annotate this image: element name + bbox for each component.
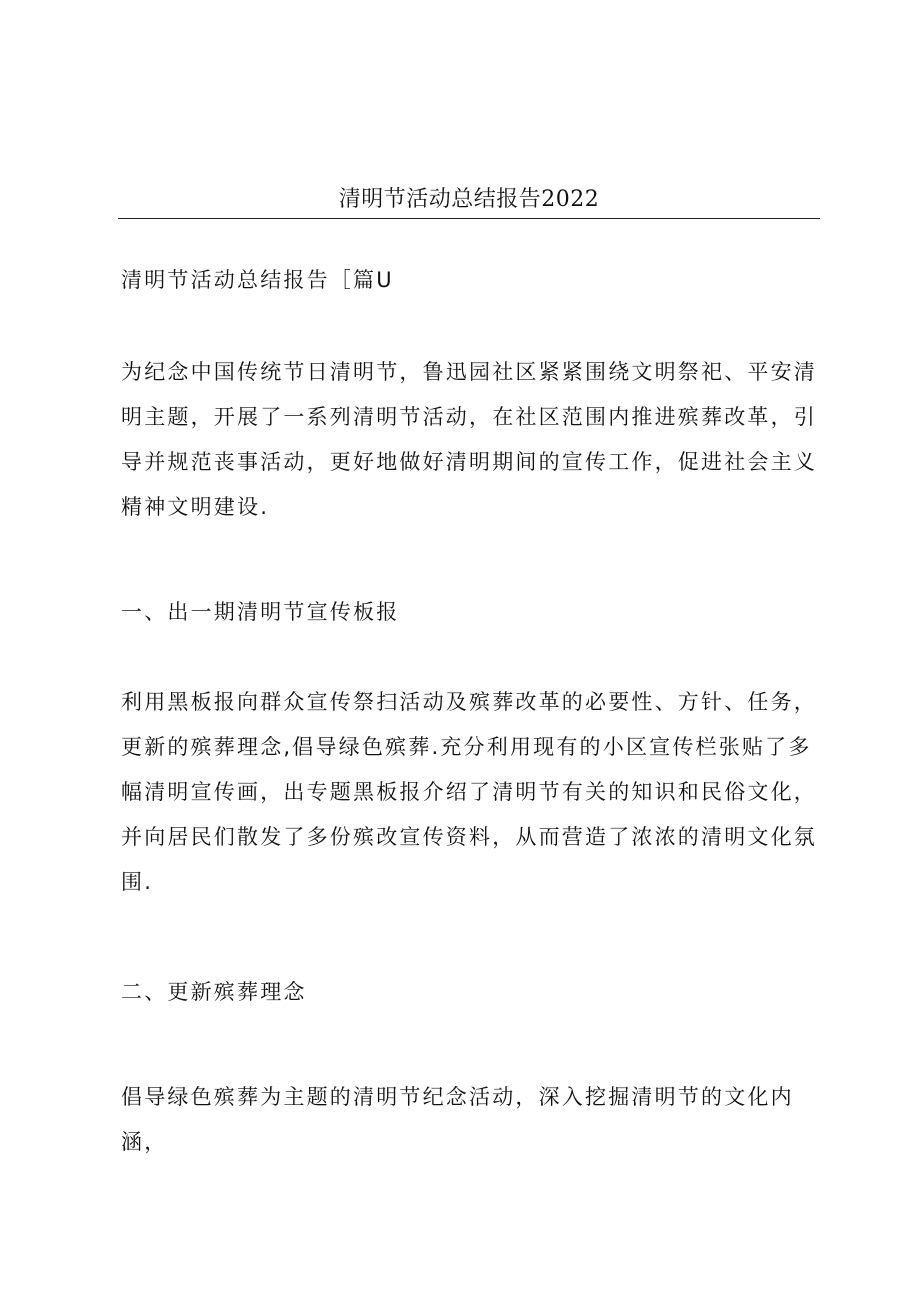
paragraph-intro: 为纪念中国传统节日清明节，鲁迅园社区紧紧围绕文明祭祀、平安清明主题，开展了一系列清明节活动，在社区范围内推进殡葬改革，引导并规范丧事活动，更好地做好清明期间的宣传工作，促进社会主义精神文明建设. [121,360,817,519]
document-subtitle: 清明节活动总结报告［篇U [121,268,394,292]
document-title: 清明节活动总结报告2022 [338,187,600,212]
title-underline [118,218,820,219]
section-heading-1: 一、出一期清明节宣传板报 [121,600,400,624]
paragraph-section-2: 倡导绿色殡葬为主题的清明节纪念活动，深入挖掘清明节的文化内涵， [121,1085,794,1154]
section-heading-2: 二、更新殡葬理念 [121,980,307,1004]
paragraph-section-1: 利用黑板报向群众宣传祭扫活动及殡葬改革的必要性、方针、任务，更新的殡葬理念,倡导绿色殡葬.充分利用现有的小区宣传栏张贴了多幅清明宣传画，出专题黑板报介绍了清明节有关的知识和民俗文化，并向居民们散发了多份殡改宣传资料，从而营造了浓浓的清明文化氛围. [121,690,817,894]
